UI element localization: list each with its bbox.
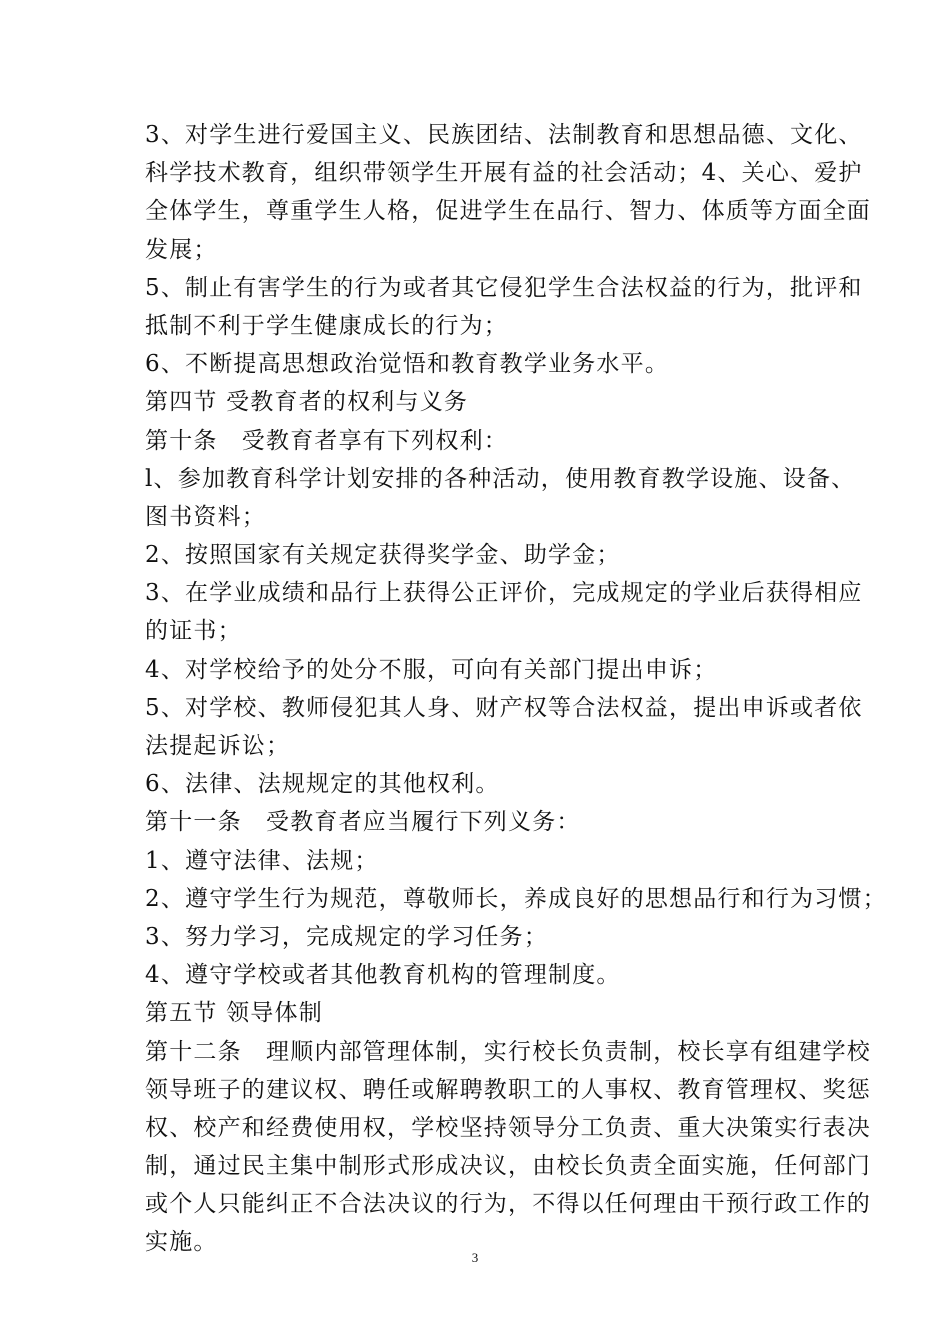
text-line: 科学技术教育，组织带领学生开展有益的社会活动；4、关心、爱护	[145, 160, 863, 187]
section-heading: 第五节 领导体制	[145, 1000, 323, 1027]
document-body	[145, 116, 887, 1262]
text-line: 1、遵守法律、法规；	[145, 847, 379, 874]
text-line: l、参加教育科学计划安排的各种活动，使用教育教学设施、设备、	[145, 465, 856, 492]
text-line: 领导班子的建议权、聘任或解聘教职工的人事权、教育管理权、奖惩	[145, 1076, 871, 1103]
text-line: 实施。	[145, 1229, 218, 1256]
text-line: 4、对学校给予的处分不服，可向有关部门提出申诉；	[145, 656, 718, 683]
text-line: 3、在学业成绩和品行上获得公正评价，完成规定的学业后获得相应	[145, 580, 863, 607]
text-line: 4、遵守学校或者其他教育机构的管理制度。	[145, 962, 621, 989]
section-heading: 第四节 受教育者的权利与义务	[145, 389, 469, 416]
text-line: 发展；	[145, 236, 218, 263]
text-line: 5、制止有害学生的行为或者其它侵犯学生合法权益的行为，批评和	[145, 274, 863, 301]
article-heading: 第十二条 理顺内部管理体制，实行校长负责制，校长享有组建学校	[145, 1038, 871, 1065]
article-heading: 第十条 受教育者享有下列权利：	[145, 427, 508, 454]
text-line: 全体学生，尊重学生人格，促进学生在品行、智力、体质等方面全面	[145, 198, 871, 225]
text-line: 6、法律、法规规定的其他权利。	[145, 771, 500, 798]
text-line: 抵制不利于学生健康成长的行为；	[145, 312, 508, 339]
text-line: 3、努力学习，完成规定的学习任务；	[145, 923, 549, 950]
page-number: 3	[471, 1250, 479, 1265]
text-line: 2、按照国家有关规定获得奖学金、助学金；	[145, 542, 621, 569]
text-line: 权、校产和经费使用权，学校坚持领导分工负责、重大决策实行表决	[145, 1114, 871, 1141]
article-heading: 第十一条 受教育者应当履行下列义务：	[145, 809, 581, 836]
text-line: 3、对学生进行爱国主义、民族团结、法制教育和思想品德、文化、	[145, 122, 863, 148]
text-line: 或个人只能纠正不合法决议的行为，不得以任何理由干预行政工作的	[145, 1191, 871, 1218]
text-line: 6、不断提高思想政治觉悟和教育教学业务水平。	[145, 351, 670, 378]
text-line: 法提起诉讼；	[145, 733, 291, 759]
text-line: 的证书；	[145, 618, 242, 645]
text-line: 制，通过民主集中制形式形成决议，由校长负责全面实施，任何部门	[145, 1153, 871, 1180]
text-line: 2、遵守学生行为规范，尊敬师长，养成良好的思想品行和行为习惯；	[145, 885, 887, 912]
text-line: 图书资料；	[145, 503, 266, 530]
text-line: 5、对学校、教师侵犯其人身、财产权等合法权益，提出申诉或者依	[145, 694, 863, 721]
